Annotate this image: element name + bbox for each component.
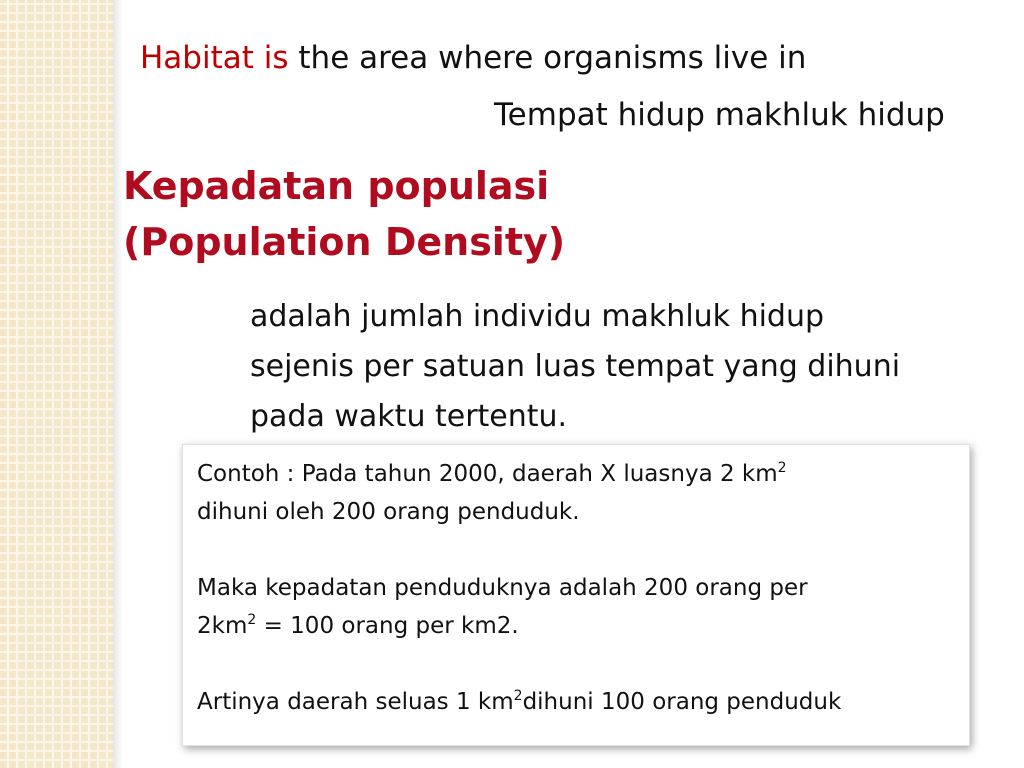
- example-line-5: [197, 683, 955, 721]
- habitat-definition-line: [140, 36, 806, 80]
- example-line-1: [197, 455, 955, 493]
- side-pattern-shadow: [113, 0, 123, 768]
- example-line-5-pre: Artinya daerah seluas 1 km: [197, 689, 514, 715]
- example-line-4: [197, 607, 955, 645]
- example-line-5-post: dihuni 100 orang penduduk: [522, 689, 842, 715]
- superscript-2: 2: [777, 460, 787, 476]
- superscript-2: 2: [247, 612, 257, 628]
- example-line-3: Maka kepadatan penduduknya adalah 200 orang per: [197, 575, 808, 601]
- spacer: [197, 645, 955, 683]
- example-line-1-text: Contoh : Pada tahun 2000, daerah X luasnya 2 km: [197, 461, 778, 487]
- title-line-2: (Population Density): [123, 220, 566, 264]
- definition-line-3: pada waktu tertentu.: [250, 399, 568, 434]
- spacer: [197, 531, 955, 569]
- density-definition: [250, 292, 990, 442]
- example-line-4-pre: 2km: [197, 613, 248, 639]
- decorative-side-pattern: [0, 0, 113, 768]
- habitat-term: Habitat is: [140, 40, 289, 76]
- habitat-translation: Tempat hidup makhluk hidup: [494, 97, 945, 133]
- title-line-1: Kepadatan populasi: [123, 164, 550, 208]
- slide-title: [123, 158, 565, 270]
- definition-line-1: adalah jumlah individu makhluk hidup: [250, 299, 825, 334]
- example-box: [182, 444, 970, 746]
- example-line-2: dihuni oleh 200 orang penduduk.: [197, 499, 580, 525]
- superscript-2: 2: [513, 688, 523, 704]
- definition-line-2: sejenis per satuan luas tempat yang dihuni: [250, 349, 901, 384]
- habitat-definition: the area where organisms live in: [298, 40, 807, 76]
- example-line-4-post: = 100 orang per km2.: [256, 613, 519, 639]
